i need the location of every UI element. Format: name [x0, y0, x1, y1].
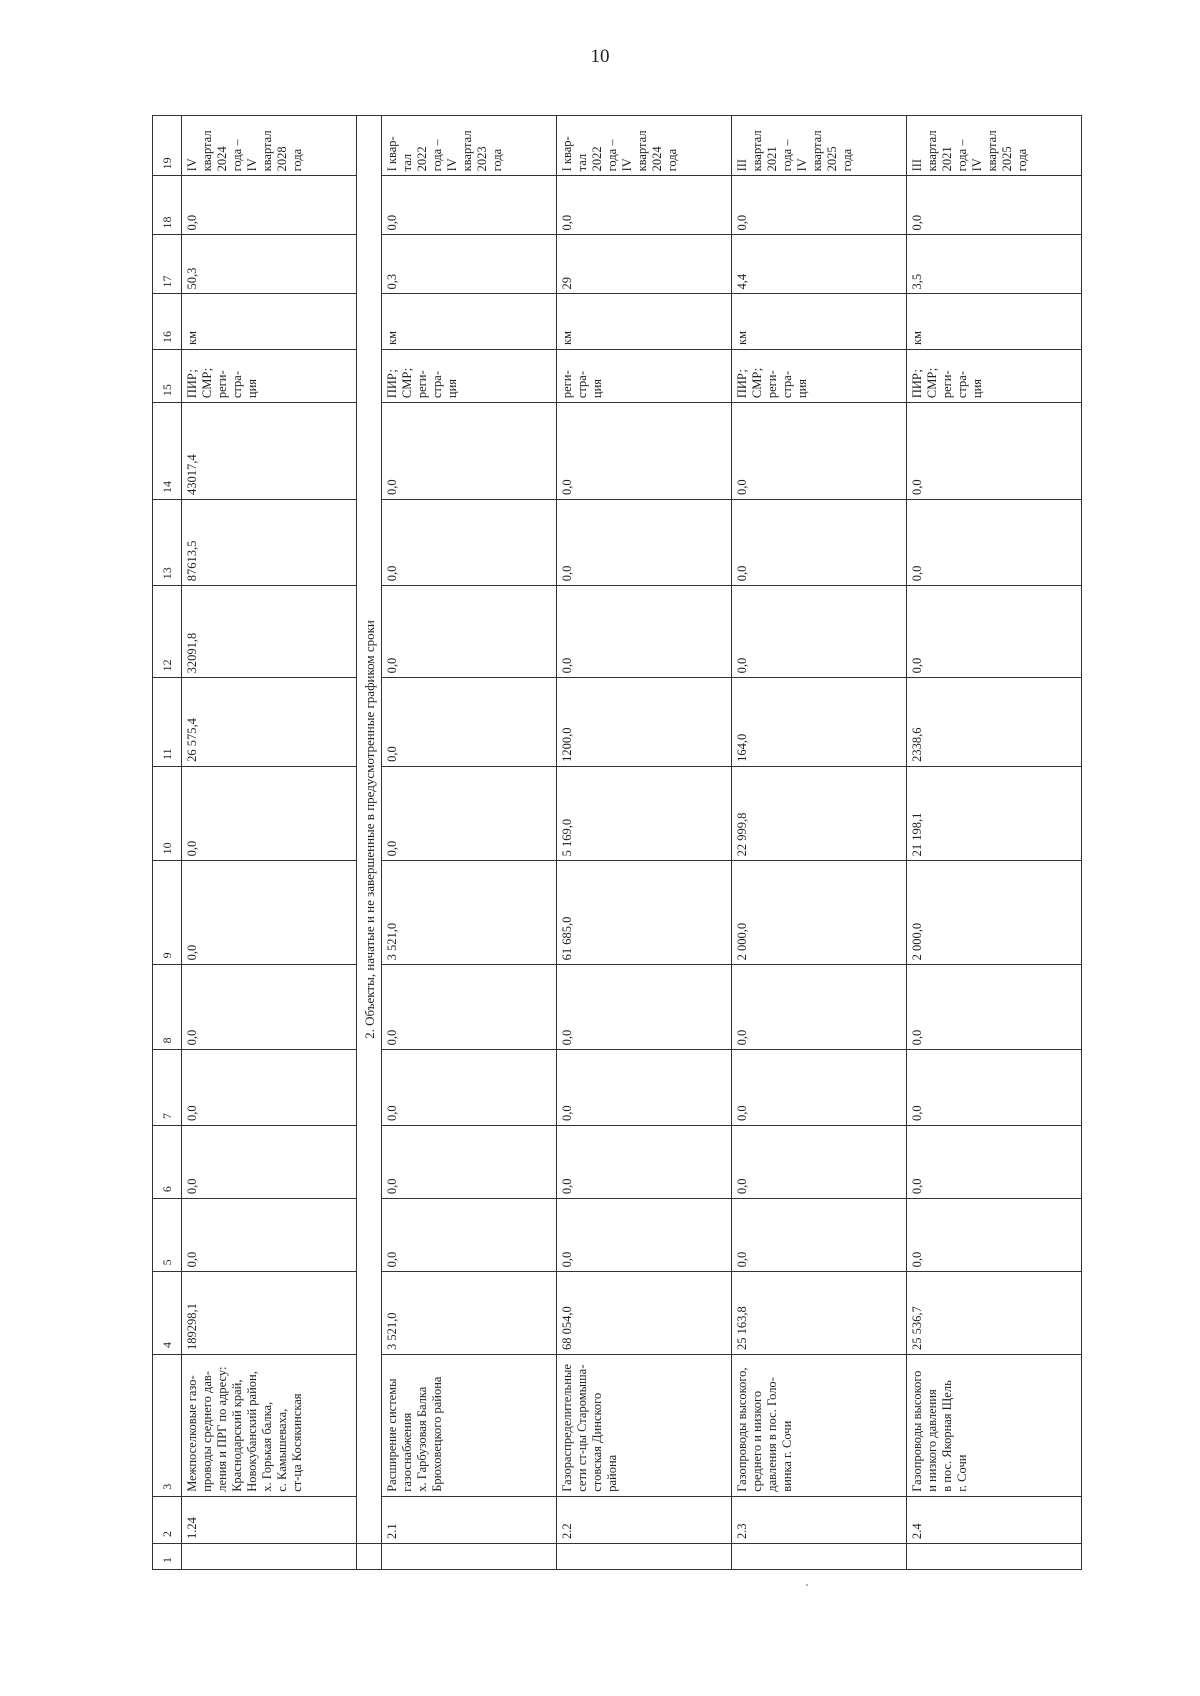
column-number: 15	[153, 349, 182, 402]
cell-c19: III квартал 2021 года – IV квартал 2025 года	[907, 116, 1082, 176]
cell-c12: 0,0	[382, 586, 557, 678]
scan-speck	[806, 1584, 808, 1586]
cell-c8: 0,0	[732, 965, 907, 1050]
cell-c14: 0,0	[382, 403, 557, 500]
column-number: 10	[153, 766, 182, 860]
column-number: 12	[153, 586, 182, 678]
section-title: 2. Объекты, начатые и не завершенные в предусмотренные графиком сроки	[357, 116, 382, 1544]
rotated-page-content	[152, 115, 1132, 1570]
cell-c9: 3 521,0	[382, 861, 557, 965]
cell-name: Газораспределительные сети ст-цы Старомышa- стовская Динского района	[557, 1355, 732, 1497]
cell-c8: 0,0	[382, 965, 557, 1050]
cell-c11: 164,0	[732, 678, 907, 767]
table-row	[907, 116, 1082, 1570]
cell-c17: 0,3	[382, 235, 557, 294]
cell-c19: III квартал 2021 года – IV квартал 2025 года	[732, 116, 907, 176]
cell-name: Расширение системы газоснабжения х. Гарбузовая Балка Брюховецкого района	[382, 1355, 557, 1497]
cell-c10: 0,0	[382, 766, 557, 860]
table-row	[382, 116, 557, 1570]
cell-c8: 0,0	[182, 965, 357, 1050]
cell-c18: 0,0	[182, 176, 357, 235]
cell-c10: 0,0	[182, 766, 357, 860]
page-number: 10	[590, 46, 610, 67]
empty-cell	[557, 1544, 732, 1570]
cell-c18: 0,0	[382, 176, 557, 235]
cell-c6: 0,0	[382, 1125, 557, 1198]
column-number: 4	[153, 1272, 182, 1355]
cell-c9: 2 000,0	[907, 861, 1082, 965]
table-row	[182, 116, 357, 1570]
column-number: 17	[153, 235, 182, 294]
empty-cell	[182, 1544, 357, 1570]
cell-c9: 0,0	[182, 861, 357, 965]
cell-c11: 1200,0	[557, 678, 732, 767]
cell-c19: I квар- тал 2022 года – IV квартал 2024 года	[557, 116, 732, 176]
cell-c18: 0,0	[907, 176, 1082, 235]
cell-c9: 2 000,0	[732, 861, 907, 965]
cell-c12: 32091,8	[182, 586, 357, 678]
cell-c11: 26 575,4	[182, 678, 357, 767]
cell-c6: 0,0	[907, 1125, 1082, 1198]
column-number: 7	[153, 1050, 182, 1126]
cell-c4: 25 163,8	[732, 1272, 907, 1355]
column-number: 5	[153, 1199, 182, 1272]
column-number: 9	[153, 861, 182, 965]
cell-c11: 0,0	[382, 678, 557, 767]
empty-cell	[732, 1544, 907, 1570]
cell-c14: 43017,4	[182, 403, 357, 500]
cell-c5: 0,0	[382, 1199, 557, 1272]
table-viewport	[152, 115, 1132, 1570]
cell-c6: 0,0	[732, 1125, 907, 1198]
cell-c10: 21 198,1	[907, 766, 1082, 860]
cell-c16: км	[907, 294, 1082, 350]
cell-c19: IV квартал 2024 года – IV квартал 2028 года	[182, 116, 357, 176]
cell-c14: 0,0	[732, 403, 907, 500]
cell-c5: 0,0	[557, 1199, 732, 1272]
cell-c5: 0,0	[907, 1199, 1082, 1272]
cell-c4: 68 054,0	[557, 1272, 732, 1355]
section-row	[357, 116, 382, 1570]
column-number: 1	[153, 1544, 182, 1570]
table-row	[732, 116, 907, 1570]
cell-c14: 0,0	[557, 403, 732, 500]
cell-c12: 0,0	[732, 586, 907, 678]
empty-cell	[382, 1544, 557, 1570]
column-number: 3	[153, 1355, 182, 1497]
objects-table	[152, 115, 1082, 1570]
cell-c8: 0,0	[907, 965, 1082, 1050]
column-number: 13	[153, 499, 182, 585]
cell-c15: реги- стра- ция	[557, 349, 732, 402]
cell-name: Газопроводы высокого, среднего и низкого давления в пос. Голо- винка г. Сочи	[732, 1355, 907, 1497]
cell-c16: км	[732, 294, 907, 350]
cell-c13: 0,0	[732, 499, 907, 585]
column-number: 11	[153, 678, 182, 767]
empty-cell	[357, 1544, 382, 1570]
cell-c13: 0,0	[557, 499, 732, 585]
table-row	[557, 116, 732, 1570]
cell-c18: 0,0	[732, 176, 907, 235]
column-number: 19	[153, 116, 182, 176]
cell-c13: 0,0	[382, 499, 557, 585]
cell-num: 2.1	[382, 1496, 557, 1543]
cell-c14: 0,0	[907, 403, 1082, 500]
cell-c18: 0,0	[557, 176, 732, 235]
cell-c16: км	[557, 294, 732, 350]
cell-num: 1.24	[182, 1496, 357, 1543]
cell-c15: ПИР; СМР; реги- стра- ция	[382, 349, 557, 402]
cell-c12: 0,0	[907, 586, 1082, 678]
cell-c13: 0,0	[907, 499, 1082, 585]
cell-c15: ПИР; СМР; реги- стра- ция	[907, 349, 1082, 402]
cell-c4: 3 521,0	[382, 1272, 557, 1355]
cell-num: 2.2	[557, 1496, 732, 1543]
cell-c19: I квар- тал 2022 года – IV квартал 2023 года	[382, 116, 557, 176]
cell-c5: 0,0	[732, 1199, 907, 1272]
cell-num: 2.3	[732, 1496, 907, 1543]
column-number-row	[153, 116, 182, 1570]
cell-c10: 5 169,0	[557, 766, 732, 860]
cell-c17: 50,3	[182, 235, 357, 294]
cell-c17: 3,5	[907, 235, 1082, 294]
column-number: 16	[153, 294, 182, 350]
cell-c13: 87613,5	[182, 499, 357, 585]
cell-name: Межпоселковые газо- проводы среднего дав- ления и ПРГ по адресу: Краснодарский край, Новокубанский район, х. Горькая балка, с. Камышеваха, ст-ца Косякинская	[182, 1355, 357, 1497]
cell-c7: 0,0	[182, 1050, 357, 1126]
cell-name: Газопроводы высокого и низкого давления в пос. Якорная Щель г. Сочи	[907, 1355, 1082, 1497]
cell-c5: 0,0	[182, 1199, 357, 1272]
column-number: 2	[153, 1496, 182, 1543]
cell-c6: 0,0	[182, 1125, 357, 1198]
cell-c6: 0,0	[557, 1125, 732, 1198]
cell-num: 2.4	[907, 1496, 1082, 1543]
cell-c7: 0,0	[907, 1050, 1082, 1126]
column-number: 18	[153, 176, 182, 235]
cell-c17: 4,4	[732, 235, 907, 294]
cell-c16: км	[382, 294, 557, 350]
cell-c10: 22 999,8	[732, 766, 907, 860]
cell-c4: 189298,1	[182, 1272, 357, 1355]
empty-cell	[907, 1544, 1082, 1570]
column-number: 6	[153, 1125, 182, 1198]
cell-c4: 25 536,7	[907, 1272, 1082, 1355]
column-number: 8	[153, 965, 182, 1050]
cell-c8: 0,0	[557, 965, 732, 1050]
cell-c16: км	[182, 294, 357, 350]
column-number: 14	[153, 403, 182, 500]
cell-c7: 0,0	[557, 1050, 732, 1126]
cell-c12: 0,0	[557, 586, 732, 678]
cell-c9: 61 685,0	[557, 861, 732, 965]
cell-c11: 2338,6	[907, 678, 1082, 767]
cell-c15: ПИР; СМР; реги- стра- ция	[182, 349, 357, 402]
cell-c7: 0,0	[732, 1050, 907, 1126]
cell-c15: ПИР; СМР; реги- стра- ция	[732, 349, 907, 402]
cell-c17: 29	[557, 235, 732, 294]
cell-c7: 0,0	[382, 1050, 557, 1126]
